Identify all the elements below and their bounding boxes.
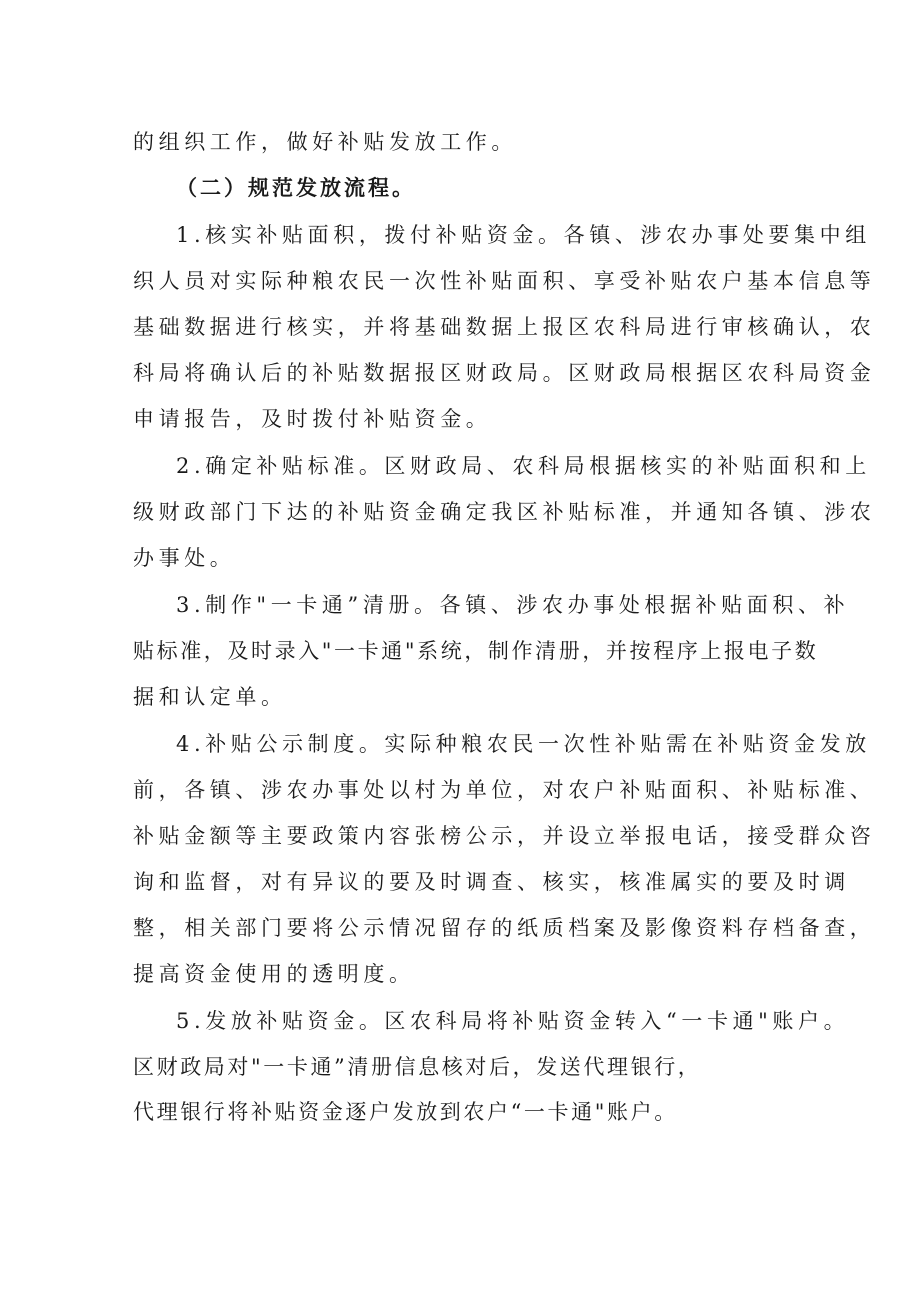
- paragraph-1-line: 织人员对实际种粮农民一次性补贴面积、享受补贴农户基本信息等: [133, 269, 876, 293]
- paragraph-1-line: 申请报告，及时拨付补贴资金。: [133, 407, 492, 431]
- paragraph-3-line: 据和认定单。: [133, 685, 287, 709]
- paragraph-4-line: 补贴金额等主要政策内容张榜公示，并设立举报电话，接受群众咨: [133, 824, 876, 848]
- paragraph-2-line: 办事处。: [133, 546, 236, 570]
- paragraph-2-line: 2.确定补贴标准。区财政局、农科局根据核实的补贴面积和上: [176, 454, 871, 478]
- paragraph-4-line: 前，各镇、涉农办事处以村为单位，对农户补贴面积、补贴标准、: [133, 778, 876, 802]
- paragraph-5-line: 代理银行将补贴资金逐户发放到农户“一卡通"账户。: [133, 1100, 678, 1124]
- section-heading: （二）规范发放流程。: [176, 176, 416, 200]
- paragraph-4-line: 提高资金使用的透明度。: [133, 962, 415, 986]
- paragraph-2-line: 级财政部门下达的补贴资金确定我区补贴标准，并通知各镇、涉农: [133, 500, 876, 524]
- paragraph-1-line: 基础数据进行核实，并将基础数据上报区农科局进行审核确认，农: [133, 315, 876, 339]
- paragraph-4-line: 整，相关部门要将公示情况留存的纸质档案及影像资料存档备查，: [133, 916, 876, 940]
- paragraph-1-line: 科局将确认后的补贴数据报区财政局。区财政局根据区农科局资金: [133, 361, 876, 385]
- paragraph-4-line: 4.补贴公示制度。实际种粮农民一次性补贴需在补贴资金发放: [176, 732, 871, 756]
- paragraph-3-line: 3.制作"一卡通”清册。各镇、涉农办事处根据补贴面积、补: [176, 593, 850, 617]
- text-line: 的组织工作，做好补贴发放工作。: [133, 130, 517, 154]
- paragraph-4-line: 询和监督，对有异议的要及时调查、核实，核准属实的要及时调: [133, 870, 850, 894]
- paragraph-5-line: 区财政局对"一卡通”清册信息核对后，发送代理银行，: [133, 1055, 702, 1079]
- paragraph-5-line: 5.发放补贴资金。区农科局将补贴资金转入“一卡通"账户。: [176, 1009, 850, 1033]
- paragraph-1-line: 1.核实补贴面积，拨付补贴资金。各镇、涉农办事处要集中组: [176, 223, 871, 247]
- paragraph-3-line: 贴标准，及时录入"一卡通"系统，制作清册，并按程序上报电子数: [133, 639, 819, 663]
